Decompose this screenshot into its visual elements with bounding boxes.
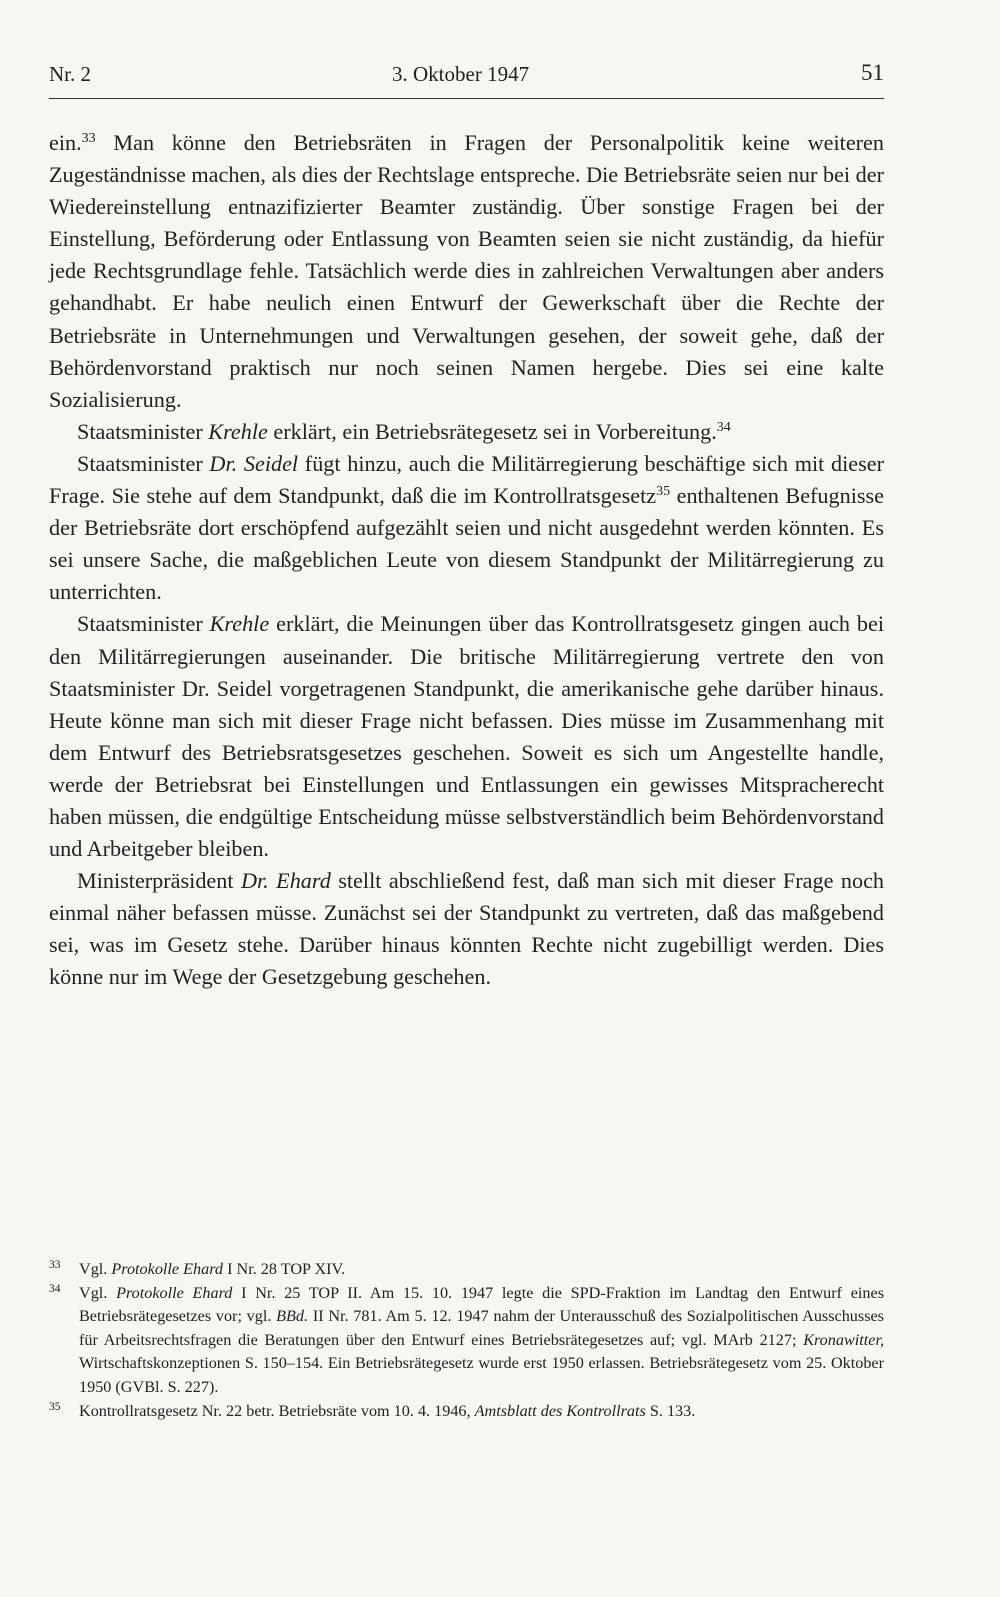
text-run: I Nr. 25 TOP II. Am 15. 10. 1947 legte die SPD-Fraktion im Landtag den Entwurf eines Betriebsrätegesetzes vor; vgl. xyxy=(79,1283,884,1326)
footnote-number: 33 xyxy=(49,1259,61,1271)
text-run: Man könne den Betriebsräten in Fragen der Personalpolitik keine weiteren Zugeständnisse machen, als dies der Rechtslage entspreche. Die Betriebsräte seien nur bei der Wiedereinstellung entnazifizierter Beamter zuständig. Über sonstige Fragen bei der Einstellung, Beförderung oder Entlassung von Beamten seien sie nicht zuständig, da hiefür jede Rechtsgrundlage fehle. Tatsächlich werde dies in zahlreichen Verwaltungen aber anders gehandhabt. Er habe neulich einen Entwurf der Gewerkschaft über die Rechte der Betriebsräte in Unternehmungen und Verwaltungen gesehen, der soweit gehe, daß der Behördenvorstand praktisch nur noch seinen Namen hergebe. Dies sei eine kalte Sozialisierung. xyxy=(49,130,884,412)
issue-number: Nr. 2 xyxy=(49,62,91,86)
italic-name: Dr. Seidel xyxy=(209,450,299,476)
text-run: erklärt, ein Betriebsrätegesetz sei in Vorbereitung. xyxy=(267,418,717,444)
text-run: ein. xyxy=(49,130,82,155)
footnote-reference: 33 xyxy=(81,131,96,146)
footnote xyxy=(49,1400,884,1424)
page-number: 51 xyxy=(861,60,884,85)
footnote-reference: 35 xyxy=(656,484,671,500)
header-date: 3. Oktober 1947 xyxy=(392,62,530,86)
text-run: Wirtschaftskonzeptionen S. 150–154. Ein Betriebsrätegesetz wurde erst 1950 erlassen. Betriebsrätegesetz vom 25. Oktober 1950 (GVBl. S. 227). xyxy=(79,1354,884,1396)
italic-name: Krehle xyxy=(208,418,268,444)
main-text xyxy=(49,127,884,994)
italic-name: Kronawitter, xyxy=(803,1330,884,1349)
paragraph xyxy=(49,448,884,608)
footnote xyxy=(49,1258,884,1282)
footnote xyxy=(49,1282,884,1400)
text-run: Vgl. xyxy=(79,1283,117,1302)
italic-name: Protokolle Ehard xyxy=(111,1260,224,1278)
text-run: fügt hinzu, auch die Militärregierung beschäftige sich mit dieser Frage. Sie stehe auf dem Standpunkt, daß die im Kontrollratsgesetz xyxy=(49,450,884,509)
text-run: S. 133. xyxy=(645,1401,696,1420)
italic-name: Krehle xyxy=(209,611,270,637)
footnotes xyxy=(49,1258,884,1423)
text-run: erklärt, die Meinungen über das Kontrollratsgesetz gingen auch bei den Militärregierungen auseinander. Die britische Militärregierung vertrete den von Staatsminister Dr. Seidel vorgetragenen Standpunkt, die amerikanische gehe darüber hinaus. Heute könne man sich mit dieser Frage nicht befassen. Dies müsse im Zusammenhang mit dem Entwurf des Betriebsratsgesetzes geschehen. Soweit es sich um Angestellte handle, werde der Betriebsrat bei Einstellungen und Entlassungen ein gewisses Mitspracherecht haben müssen, die endgültige Entscheidung müsse selbstverständlich beim Behördenvorstand und Arbeitgeber bleiben. xyxy=(49,611,884,862)
text-run: II Nr. 781. Am 5. 12. 1947 nahm der Unterausschuß des Sozialpolitischen Ausschusses für Arbeitsrechtsfragen die Beratungen über den Entwurf eines Betriebsrätegesetzes auf; vgl. MArb 2127; xyxy=(79,1307,884,1349)
text-run: Staatsminister xyxy=(77,611,210,637)
paragraph xyxy=(49,865,884,993)
italic-name: Protokolle Ehard xyxy=(116,1283,233,1302)
running-header xyxy=(49,62,884,99)
text-run: Staatsminister xyxy=(77,450,210,476)
text-run: I Nr. 28 TOP XIV. xyxy=(223,1260,346,1278)
paragraph xyxy=(49,127,884,416)
text-run: Ministerpräsident xyxy=(77,868,241,894)
paragraph xyxy=(49,608,884,865)
text-run: stellt abschließend fest, daß man sich mit dieser Frage noch einmal näher befassen müsse. Zunächst sei der Standpunkt zu vertreten, daß das maßgebend sei, was im Gesetz stehe. Darüber hinaus könnten Rechte nicht zugebilligt werden. Dies könne nur im Wege der Gesetzgebung geschehen. xyxy=(49,868,885,990)
italic-name: Amtsblatt des Kontrollrats xyxy=(474,1401,646,1420)
text-run: Vgl. xyxy=(79,1260,112,1278)
footnote-number: 35 xyxy=(49,1400,61,1413)
italic-name: BBd. xyxy=(276,1307,309,1326)
footnote-reference: 34 xyxy=(716,419,731,435)
text-run: enthaltenen Befugnisse der Betriebsräte dort erschöpfend aufgezählt seien und nicht ausgedehnt werden könnten. Es sei unsere Sache, die maßgeblichen Leute von diesem Standpunkt der Militärregierung zu unterrichten. xyxy=(49,483,884,605)
text-run: Kontrollratsgesetz Nr. 22 betr. Betriebsräte vom 10. 4. 1946, xyxy=(79,1401,475,1420)
footnote-number: 34 xyxy=(49,1282,61,1295)
paragraph xyxy=(49,416,884,448)
italic-name: Dr. Ehard xyxy=(240,868,331,894)
text-run: Staatsminister xyxy=(77,418,209,444)
